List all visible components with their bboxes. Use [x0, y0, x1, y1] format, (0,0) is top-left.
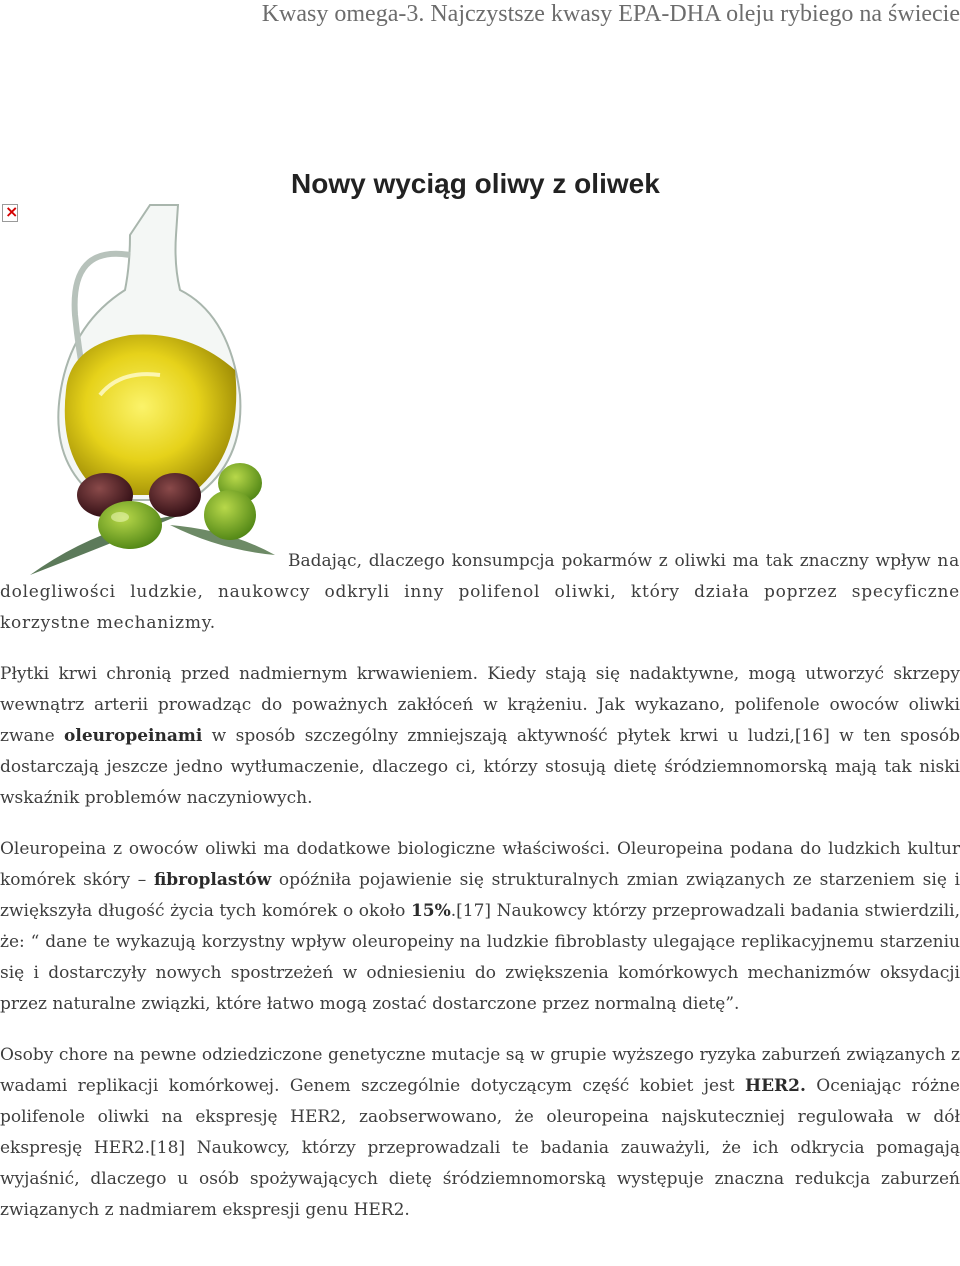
paragraph-3-text-c: .[17] Naukowcy którzy przeprowadzali badania stwierdzili, że: “ dane te wykazują korzystny wpływ oleuropeiny na ludzkie fibroblasty ulegające replikacyjnemu starzeniu się i dostarczyły nowych spostrzeżeń w odniesieniu do zwiększenia komórkowych mechanizmów oksydacji przez naturalne związki, które łatwo mogą zostać dostarczone przez normalną dietę”.	[0, 901, 960, 1014]
paragraph-3	[0, 834, 960, 1020]
paragraph-1-lead: Badając, dlaczego konsumpcja pokarmów z oliwki ma tak znaczny wpływ	[288, 551, 931, 571]
paragraph-3-text-a: Oleuropeina z owoców oliwki ma dodatkowe biologiczne właściwości. Oleuropeina podana do ludzkich kultur komórek skóry –	[0, 839, 960, 890]
paragraph-2-text-b: w sposób szczególny zmniejszają aktywność płytek krwi u ludzi,[16] w ten sposób dostarczają jeszcze jedno wytłumaczenie, dlaczego ci, którzy stosują dietę śródziemnomorską mają tak niski wskaźnik problemów naczyniowych.	[0, 726, 960, 808]
paragraph-4	[0, 1040, 960, 1226]
paragraph-4-text-a: Osoby chore na pewne odziedziczone genetyczne mutacje są w grupie wyższego ryzyka zaburzeń związanych z wadami replikacji komórkowej. Genem szczególnie dotyczącym część kobiet jest	[0, 1045, 960, 1096]
paragraph-4-bold: HER2.	[745, 1076, 806, 1096]
paragraph-1	[0, 546, 960, 639]
olive-oil-photo	[30, 195, 275, 580]
paragraph-2	[0, 659, 960, 814]
site-title[interactable]: Kwasy omega-3. Najczystsze kwasy EPA-DHA oleju rybiego na świecie	[261, 1, 960, 27]
paragraph-3-bold-1: fibroplastów	[153, 870, 272, 890]
paragraph-4-text-b: Oceniając różne polifenole oliwki na ekspresję HER2, zaobserwowano, że oleuropeina najskuteczniej regulowała w dół ekspresję HER2.[18] Naukowcy, którzy przeprowadzali te badania zauważyli, że ich odkrycia pomagają wyjaśnić, dlaczego u osób spożywających dietę śródziemnomorską występuje znaczna redukcja zaburzeń związanych z nadmiarem ekspresji genu HER2.	[0, 1076, 960, 1220]
article-title: Nowy wyciąg oliwy z oliwek	[291, 168, 660, 199]
paragraph-2-bold: oleuropeinami	[64, 726, 203, 746]
article-body	[0, 546, 960, 1226]
paragraph-3-text-b: opóźniła pojawienie się strukturalnych zmian związanych ze starzeniem się i zwiększyła długość życia tych komórek o około	[0, 870, 960, 921]
paragraph-1-rest: na dolegliwości ludzkie, naukowcy odkryli inny polifenol oliwki, który działa poprzez specyficzne korzystne mechanizmy.	[0, 551, 960, 633]
paragraph-3-bold-2: 15%	[410, 901, 451, 921]
broken-image-icon	[2, 204, 18, 222]
paragraph-2-text-a: Płytki krwi chronią przed nadmiernym krwawieniem. Kiedy stają się nadaktywne, mogą utworzyć skrzepy wewnątrz arterii prowadząc do poważnych zakłóceń w krążeniu. Jak wykazano, polifenole owoców oliwki zwane	[0, 664, 960, 746]
